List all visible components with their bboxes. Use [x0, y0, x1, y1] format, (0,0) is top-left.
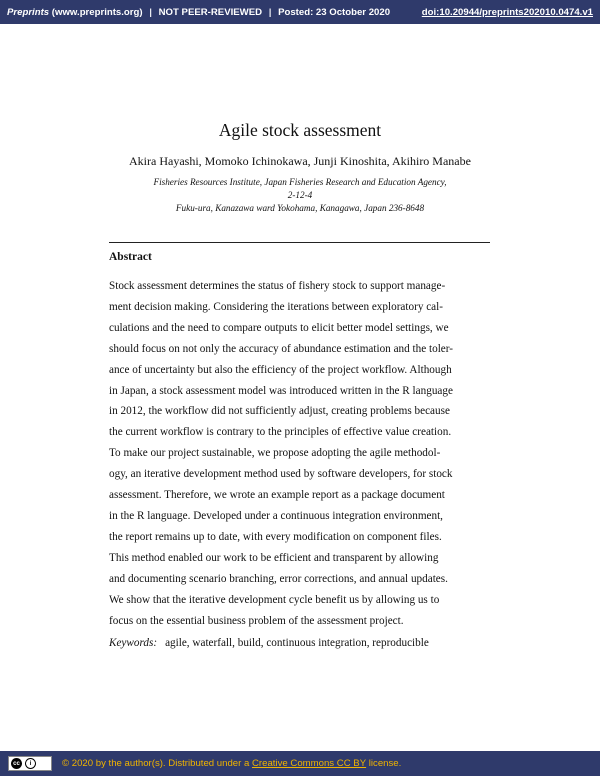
creative-commons-icon: cc: [11, 758, 22, 769]
doi-link[interactable]: doi:10.20944/preprints202010.0474.v1: [421, 6, 593, 18]
abstract-line: focus on the essential business problem of the assessment project.: [109, 614, 404, 627]
abstract-line: the report remains up to date, with every modification on component files.: [109, 530, 442, 543]
abstract-line: ment decision making. Considering the iterations between exploratory cal-: [109, 300, 443, 313]
header-separator: |: [268, 6, 272, 18]
abstract-line: in the R language. Developed under a continuous integration environment,: [109, 509, 443, 522]
abstract-line: in Japan, a stock assessment model was introduced written in the R language: [109, 384, 453, 397]
license-footer-bar: [0, 751, 600, 776]
affiliation-line: Fuku-ura, Kanazawa ward Yokohama, Kanagawa, Japan 236-8648: [175, 203, 425, 213]
license-suffix: license.: [368, 758, 402, 769]
paper-title: Agile stock assessment: [218, 120, 382, 140]
abstract-line: assessment. Therefore, we wrote an example report as a package document: [109, 489, 445, 502]
abstract-line: To make our project sustainable, we propose adopting the agile methodol-: [109, 447, 441, 460]
attribution-icon: i: [25, 758, 36, 769]
keywords-label: Keywords:: [109, 637, 158, 649]
paper-affiliation: [150, 176, 450, 215]
license-link[interactable]: Creative Commons CC BY: [252, 758, 367, 769]
header-posted: Posted: 23 October 2020: [278, 6, 391, 18]
keywords-list: agile, waterfall, build, continuous integration, reproducible: [165, 637, 429, 649]
abstract-line: in 2012, the workflow did not sufficiently adjust, creating problems because: [109, 405, 450, 418]
abstract-line: culations and the need to compare outputs to elicit better model settings, we: [109, 321, 449, 334]
header-site[interactable]: (www.preprints.org): [51, 6, 143, 18]
abstract-line: ogy, an iterative development method used by software developers, for stock: [109, 468, 453, 481]
cc-by-badge[interactable]: [8, 756, 52, 771]
header-info: [7, 7, 390, 18]
abstract-line: We show that the iterative development cycle benefit us by allowing us to: [109, 593, 440, 606]
header-separator: |: [149, 6, 152, 18]
header-brand[interactable]: Preprints: [7, 6, 50, 18]
abstract-line: This method enabled our work to be efficient and transparent by allowing: [109, 551, 439, 564]
paper-authors: Akira Hayashi, Momoko Ichinokawa, Junji Kinoshita, Akihiro Manabe: [129, 154, 471, 168]
keywords: [109, 637, 429, 649]
abstract-heading: Abstract: [109, 251, 152, 263]
preprint-header-bar: [0, 0, 600, 24]
abstract-line: should focus on not only the accuracy of abundance estimation and the toler-: [109, 342, 453, 355]
header-status: NOT PEER-REVIEWED: [158, 6, 263, 18]
abstract-line: Stock assessment determines the status of fishery stock to support manage-: [109, 280, 446, 292]
abstract-body: [109, 276, 490, 631]
abstract-divider: [109, 242, 490, 243]
abstract-line: and documenting scenario branching, error corrections, and annual updates.: [109, 572, 448, 585]
affiliation-line: Fisheries Resources Institute, Japan Fisheries Research and Education Agency, 2-12-4: [153, 177, 447, 200]
abstract-line: the current workflow is contrary to the principles of effective value creation.: [109, 426, 452, 439]
abstract-line: ance of uncertainty but also the efficiency of the project workflow. Although: [109, 363, 452, 376]
copyright-text: © 2020 by the author(s). Distributed under a: [62, 758, 250, 769]
